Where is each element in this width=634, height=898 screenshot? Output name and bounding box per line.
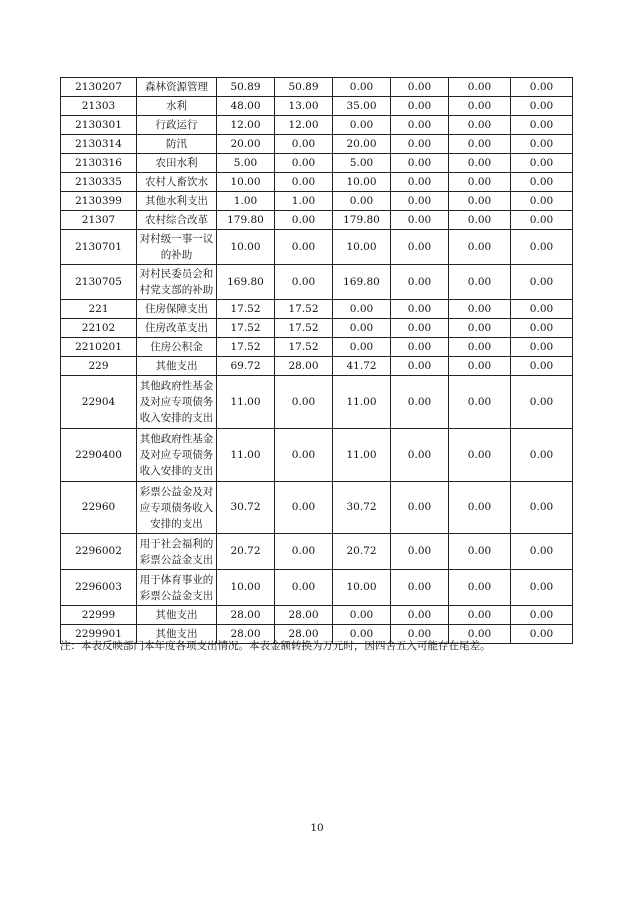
account-name-cell: 其他支出 bbox=[137, 625, 217, 644]
account-code-cell: 2130701 bbox=[61, 230, 137, 265]
amount-cell: 0.00 bbox=[449, 338, 511, 357]
total-amount-cell: 20.72 bbox=[217, 534, 275, 570]
account-name-cell: 其他支出 bbox=[137, 606, 217, 625]
table-row bbox=[61, 135, 573, 154]
basic-expense-cell: 28.00 bbox=[275, 606, 333, 625]
total-amount-cell: 48.00 bbox=[217, 97, 275, 116]
basic-expense-cell: 0.00 bbox=[275, 211, 333, 230]
amount-cell: 0.00 bbox=[391, 211, 449, 230]
table-row bbox=[61, 482, 573, 534]
account-code-cell: 2130316 bbox=[61, 154, 137, 173]
amount-cell: 0.00 bbox=[449, 429, 511, 482]
account-code-cell: 2210201 bbox=[61, 338, 137, 357]
amount-cell: 0.00 bbox=[391, 534, 449, 570]
account-name-cell: 其他水利支出 bbox=[137, 192, 217, 211]
amount-cell: 0.00 bbox=[511, 154, 573, 173]
table-body bbox=[61, 78, 573, 644]
account-name-cell: 用于体育事业的彩票公益金支出 bbox=[137, 570, 217, 606]
amount-cell: 0.00 bbox=[391, 265, 449, 300]
total-amount-cell: 28.00 bbox=[217, 625, 275, 644]
account-code-cell: 21307 bbox=[61, 211, 137, 230]
account-code-cell: 22904 bbox=[61, 376, 137, 429]
account-name-cell: 对村级一事一议的补助 bbox=[137, 230, 217, 265]
amount-cell: 0.00 bbox=[391, 429, 449, 482]
total-amount-cell: 169.80 bbox=[217, 265, 275, 300]
total-amount-cell: 10.00 bbox=[217, 570, 275, 606]
table-row bbox=[61, 265, 573, 300]
account-code-cell: 2130335 bbox=[61, 173, 137, 192]
page-number: 10 bbox=[310, 822, 324, 834]
amount-cell: 0.00 bbox=[391, 135, 449, 154]
project-expense-cell: 0.00 bbox=[333, 300, 391, 319]
basic-expense-cell: 0.00 bbox=[275, 570, 333, 606]
account-code-cell: 2299901 bbox=[61, 625, 137, 644]
amount-cell: 0.00 bbox=[391, 116, 449, 135]
total-amount-cell: 17.52 bbox=[217, 319, 275, 338]
basic-expense-cell: 50.89 bbox=[275, 78, 333, 97]
amount-cell: 0.00 bbox=[511, 211, 573, 230]
amount-cell: 0.00 bbox=[391, 78, 449, 97]
expenditure-table bbox=[60, 77, 573, 644]
table-row bbox=[61, 429, 573, 482]
project-expense-cell: 0.00 bbox=[333, 338, 391, 357]
basic-expense-cell: 13.00 bbox=[275, 97, 333, 116]
table-row bbox=[61, 230, 573, 265]
table-row bbox=[61, 211, 573, 230]
amount-cell: 0.00 bbox=[449, 192, 511, 211]
total-amount-cell: 17.52 bbox=[217, 300, 275, 319]
amount-cell: 0.00 bbox=[391, 300, 449, 319]
amount-cell: 0.00 bbox=[449, 78, 511, 97]
account-name-cell: 行政运行 bbox=[137, 116, 217, 135]
amount-cell: 0.00 bbox=[511, 376, 573, 429]
total-amount-cell: 10.00 bbox=[217, 173, 275, 192]
account-name-cell: 其他政府性基金及对应专项债务收入安排的支出 bbox=[137, 376, 217, 429]
basic-expense-cell: 0.00 bbox=[275, 376, 333, 429]
amount-cell: 0.00 bbox=[391, 192, 449, 211]
amount-cell: 0.00 bbox=[511, 429, 573, 482]
amount-cell: 0.00 bbox=[449, 97, 511, 116]
account-name-cell: 住房保障支出 bbox=[137, 300, 217, 319]
project-expense-cell: 0.00 bbox=[333, 319, 391, 338]
basic-expense-cell: 17.52 bbox=[275, 300, 333, 319]
account-code-cell: 2296003 bbox=[61, 570, 137, 606]
table-row bbox=[61, 319, 573, 338]
amount-cell: 0.00 bbox=[511, 338, 573, 357]
amount-cell: 0.00 bbox=[391, 319, 449, 338]
account-code-cell: 2130314 bbox=[61, 135, 137, 154]
project-expense-cell: 20.00 bbox=[333, 135, 391, 154]
account-name-cell: 其他政府性基金及对应专项债务收入安排的支出 bbox=[137, 429, 217, 482]
account-code-cell: 2130399 bbox=[61, 192, 137, 211]
account-code-cell: 22102 bbox=[61, 319, 137, 338]
total-amount-cell: 179.80 bbox=[217, 211, 275, 230]
account-name-cell: 住房公积金 bbox=[137, 338, 217, 357]
amount-cell: 0.00 bbox=[511, 192, 573, 211]
basic-expense-cell: 0.00 bbox=[275, 534, 333, 570]
amount-cell: 0.00 bbox=[391, 625, 449, 644]
amount-cell: 0.00 bbox=[511, 135, 573, 154]
table-row bbox=[61, 116, 573, 135]
amount-cell: 0.00 bbox=[449, 116, 511, 135]
basic-expense-cell: 1.00 bbox=[275, 192, 333, 211]
account-name-cell: 防汛 bbox=[137, 135, 217, 154]
project-expense-cell: 0.00 bbox=[333, 192, 391, 211]
basic-expense-cell: 17.52 bbox=[275, 319, 333, 338]
project-expense-cell: 10.00 bbox=[333, 230, 391, 265]
amount-cell: 0.00 bbox=[449, 606, 511, 625]
basic-expense-cell: 28.00 bbox=[275, 625, 333, 644]
table-row bbox=[61, 606, 573, 625]
amount-cell: 0.00 bbox=[511, 357, 573, 376]
total-amount-cell: 69.72 bbox=[217, 357, 275, 376]
amount-cell: 0.00 bbox=[449, 534, 511, 570]
project-expense-cell: 5.00 bbox=[333, 154, 391, 173]
basic-expense-cell: 0.00 bbox=[275, 265, 333, 300]
total-amount-cell: 1.00 bbox=[217, 192, 275, 211]
amount-cell: 0.00 bbox=[391, 376, 449, 429]
amount-cell: 0.00 bbox=[511, 482, 573, 534]
project-expense-cell: 30.72 bbox=[333, 482, 391, 534]
table-footnote: 注：本表反映部门本年度各项支出情况。本表金额转换为万元时，因四舍五入可能存在尾差。 bbox=[60, 640, 491, 652]
amount-cell: 0.00 bbox=[449, 211, 511, 230]
amount-cell: 0.00 bbox=[391, 570, 449, 606]
amount-cell: 0.00 bbox=[391, 97, 449, 116]
total-amount-cell: 11.00 bbox=[217, 376, 275, 429]
project-expense-cell: 0.00 bbox=[333, 625, 391, 644]
project-expense-cell: 41.72 bbox=[333, 357, 391, 376]
basic-expense-cell: 28.00 bbox=[275, 357, 333, 376]
account-code-cell: 2130301 bbox=[61, 116, 137, 135]
account-name-cell: 住房改革支出 bbox=[137, 319, 217, 338]
project-expense-cell: 10.00 bbox=[333, 173, 391, 192]
amount-cell: 0.00 bbox=[391, 338, 449, 357]
amount-cell: 0.00 bbox=[449, 319, 511, 338]
table-row bbox=[61, 534, 573, 570]
amount-cell: 0.00 bbox=[511, 534, 573, 570]
total-amount-cell: 50.89 bbox=[217, 78, 275, 97]
total-amount-cell: 17.52 bbox=[217, 338, 275, 357]
amount-cell: 0.00 bbox=[391, 230, 449, 265]
project-expense-cell: 11.00 bbox=[333, 376, 391, 429]
total-amount-cell: 5.00 bbox=[217, 154, 275, 173]
amount-cell: 0.00 bbox=[511, 319, 573, 338]
project-expense-cell: 20.72 bbox=[333, 534, 391, 570]
account-name-cell: 农田水利 bbox=[137, 154, 217, 173]
basic-expense-cell: 0.00 bbox=[275, 173, 333, 192]
table-row bbox=[61, 192, 573, 211]
amount-cell: 0.00 bbox=[511, 625, 573, 644]
amount-cell: 0.00 bbox=[391, 173, 449, 192]
amount-cell: 0.00 bbox=[449, 357, 511, 376]
total-amount-cell: 20.00 bbox=[217, 135, 275, 154]
basic-expense-cell: 0.00 bbox=[275, 429, 333, 482]
account-code-cell: 2130705 bbox=[61, 265, 137, 300]
amount-cell: 0.00 bbox=[391, 482, 449, 534]
amount-cell: 0.00 bbox=[511, 230, 573, 265]
project-expense-cell: 179.80 bbox=[333, 211, 391, 230]
total-amount-cell: 28.00 bbox=[217, 606, 275, 625]
account-code-cell: 221 bbox=[61, 300, 137, 319]
total-amount-cell: 30.72 bbox=[217, 482, 275, 534]
project-expense-cell: 11.00 bbox=[333, 429, 391, 482]
amount-cell: 0.00 bbox=[449, 173, 511, 192]
amount-cell: 0.00 bbox=[511, 116, 573, 135]
table-row bbox=[61, 173, 573, 192]
account-code-cell: 21303 bbox=[61, 97, 137, 116]
basic-expense-cell: 17.52 bbox=[275, 338, 333, 357]
table-row bbox=[61, 376, 573, 429]
account-name-cell: 农村人畜饮水 bbox=[137, 173, 217, 192]
amount-cell: 0.00 bbox=[449, 482, 511, 534]
project-expense-cell: 169.80 bbox=[333, 265, 391, 300]
project-expense-cell: 0.00 bbox=[333, 78, 391, 97]
table-row bbox=[61, 570, 573, 606]
account-name-cell: 用于社会福利的彩票公益金支出 bbox=[137, 534, 217, 570]
project-expense-cell: 35.00 bbox=[333, 97, 391, 116]
table-row bbox=[61, 154, 573, 173]
table-row bbox=[61, 78, 573, 97]
amount-cell: 0.00 bbox=[511, 570, 573, 606]
project-expense-cell: 10.00 bbox=[333, 570, 391, 606]
basic-expense-cell: 0.00 bbox=[275, 230, 333, 265]
amount-cell: 0.00 bbox=[511, 265, 573, 300]
amount-cell: 0.00 bbox=[511, 97, 573, 116]
amount-cell: 0.00 bbox=[391, 606, 449, 625]
amount-cell: 0.00 bbox=[391, 357, 449, 376]
account-code-cell: 22960 bbox=[61, 482, 137, 534]
amount-cell: 0.00 bbox=[449, 376, 511, 429]
account-code-cell: 229 bbox=[61, 357, 137, 376]
basic-expense-cell: 0.00 bbox=[275, 154, 333, 173]
amount-cell: 0.00 bbox=[449, 300, 511, 319]
table-row bbox=[61, 338, 573, 357]
account-code-cell: 2290400 bbox=[61, 429, 137, 482]
account-name-cell: 水利 bbox=[137, 97, 217, 116]
amount-cell: 0.00 bbox=[449, 570, 511, 606]
account-code-cell: 22999 bbox=[61, 606, 137, 625]
amount-cell: 0.00 bbox=[391, 154, 449, 173]
total-amount-cell: 11.00 bbox=[217, 429, 275, 482]
account-name-cell: 森林资源管理 bbox=[137, 78, 217, 97]
project-expense-cell: 0.00 bbox=[333, 606, 391, 625]
project-expense-cell: 0.00 bbox=[333, 116, 391, 135]
amount-cell: 0.00 bbox=[449, 135, 511, 154]
basic-expense-cell: 0.00 bbox=[275, 482, 333, 534]
table-row bbox=[61, 97, 573, 116]
amount-cell: 0.00 bbox=[511, 606, 573, 625]
account-code-cell: 2130207 bbox=[61, 78, 137, 97]
amount-cell: 0.00 bbox=[511, 78, 573, 97]
account-name-cell: 农村综合改革 bbox=[137, 211, 217, 230]
account-name-cell: 对村民委员会和村党支部的补助 bbox=[137, 265, 217, 300]
amount-cell: 0.00 bbox=[449, 265, 511, 300]
table-row bbox=[61, 300, 573, 319]
amount-cell: 0.00 bbox=[449, 625, 511, 644]
account-name-cell: 彩票公益金及对应专项债务收入安排的支出 bbox=[137, 482, 217, 534]
basic-expense-cell: 12.00 bbox=[275, 116, 333, 135]
amount-cell: 0.00 bbox=[511, 300, 573, 319]
amount-cell: 0.00 bbox=[449, 154, 511, 173]
total-amount-cell: 12.00 bbox=[217, 116, 275, 135]
table-row bbox=[61, 357, 573, 376]
total-amount-cell: 10.00 bbox=[217, 230, 275, 265]
amount-cell: 0.00 bbox=[449, 230, 511, 265]
account-name-cell: 其他支出 bbox=[137, 357, 217, 376]
amount-cell: 0.00 bbox=[511, 173, 573, 192]
account-code-cell: 2296002 bbox=[61, 534, 137, 570]
basic-expense-cell: 0.00 bbox=[275, 135, 333, 154]
